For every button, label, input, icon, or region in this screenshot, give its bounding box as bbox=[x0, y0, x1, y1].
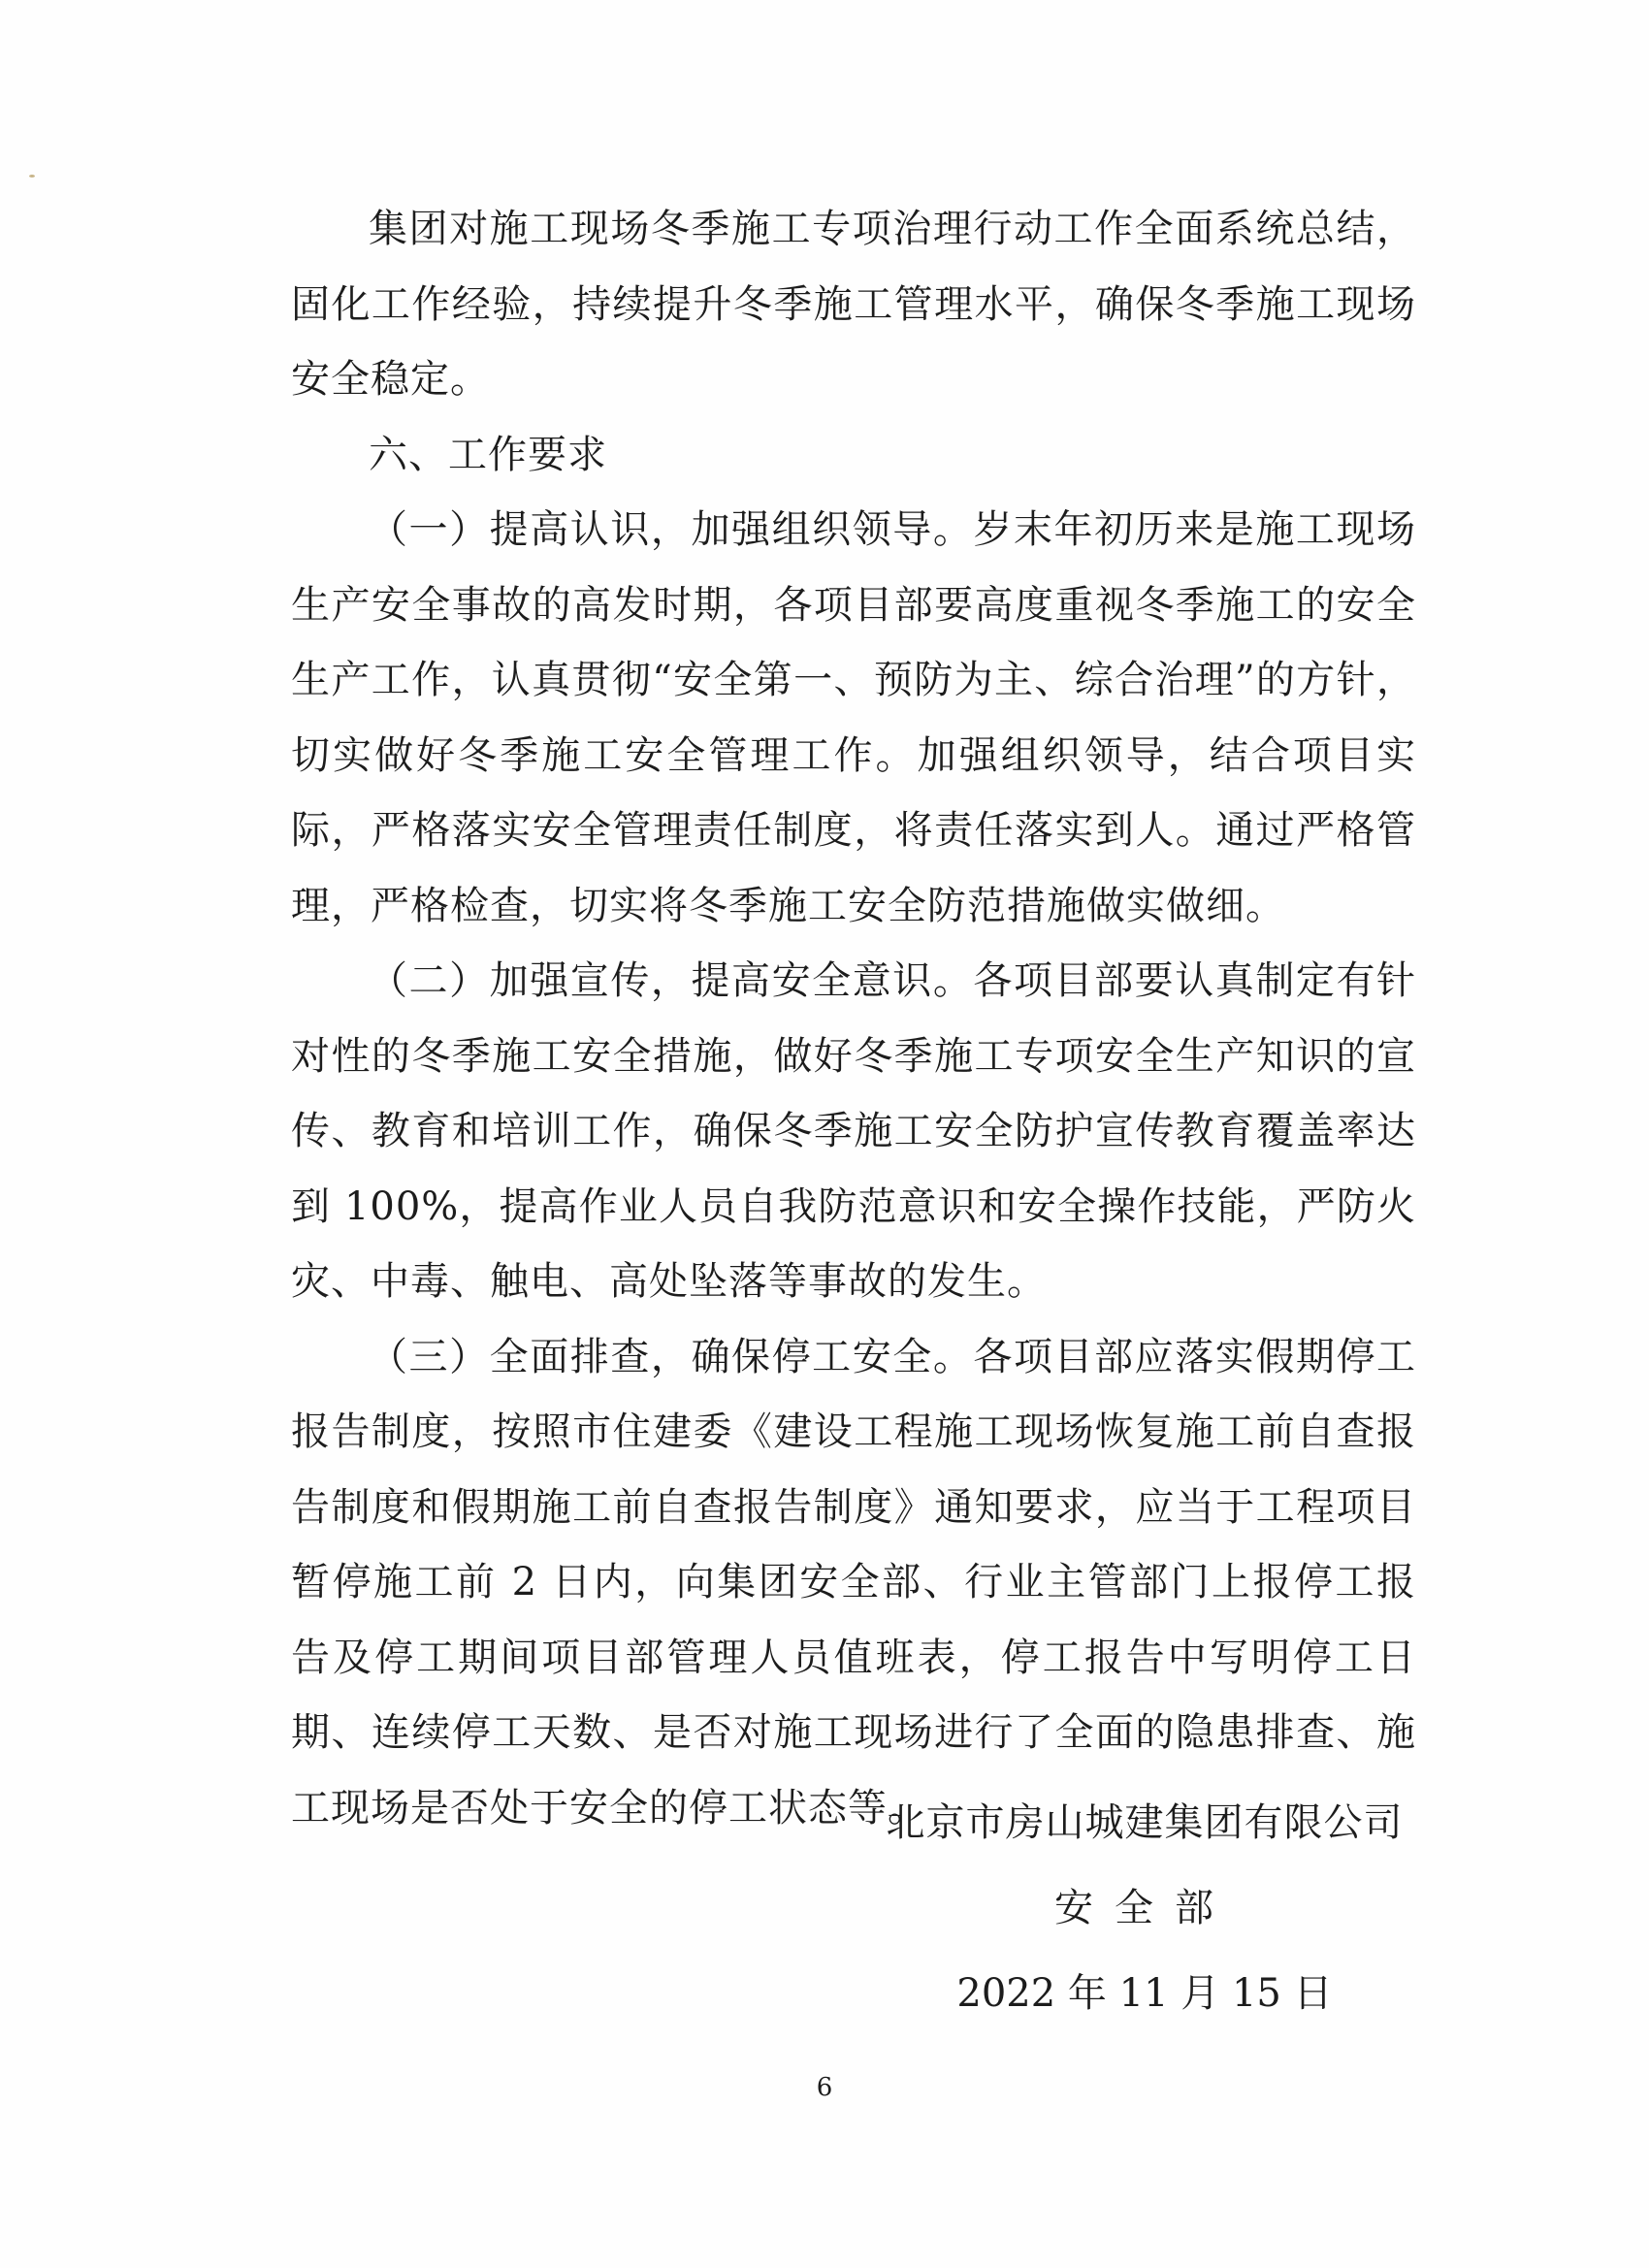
scan-speck bbox=[29, 175, 35, 178]
signature-department: 安全部 bbox=[1054, 1886, 1235, 1930]
section-heading-work-requirements: 六、工作要求 bbox=[369, 432, 607, 477]
paragraph-requirement-1: （一）提高认识，加强组织领导。岁末年初历来是施工现场生产安全事故的高发时期，各项目部要高度重视冬季施工的安全生产工作，认真贯彻“安全第一、预防为主、综合治理”的方针，切实做好冬季施工安全管理工作。加强组织领导，结合项目实际，严格落实安全管理责任制度，将责任落实到人。通过严格管理，严格检查，切实将冬季施工安全防范措施做实做细。 bbox=[291, 507, 1416, 928]
page-number: 6 bbox=[816, 2073, 833, 2102]
signature-date: 2022 年 11 月 15 日 bbox=[956, 1971, 1333, 2016]
signature-organization: 北京市房山城建集团有限公司 bbox=[886, 1800, 1404, 1845]
document-body bbox=[291, 192, 1416, 1846]
signature-block bbox=[873, 1780, 1416, 2036]
paragraph-requirement-3: （三）全面排查，确保停工安全。各项目部应落实假期停工报告制度，按照市住建委《建设工程施工现场恢复施工前自查报告制度和假期施工前自查报告制度》通知要求，应当于工程项目暂停施工前 2 日内，向集团安全部、行业主管部门上报停工报告及停工期间项目部管理人员值班表，停工报告中写明停工日期、连续停工天数、是否对施工现场进行了全面的隐患排查、施工现场是否处于安全的停工状态等。 bbox=[291, 1334, 1416, 1831]
paragraph-requirement-2: （二）加强宣传，提高安全意识。各项目部要认真制定有针对性的冬季施工安全措施，做好冬季施工专项安全生产知识的宣传、教育和培训工作，确保冬季施工安全防护宣传教育覆盖率达到 100%，提高作业人员自我防范意识和安全操作技能，严防火灾、中毒、触电、高处坠落等事故的发生。 bbox=[291, 958, 1416, 1304]
paragraph-summary: 集团对施工现场冬季施工专项治理行动工作全面系统总结，固化工作经验，持续提升冬季施工管理水平，确保冬季施工现场安全稳定。 bbox=[291, 207, 1416, 402]
